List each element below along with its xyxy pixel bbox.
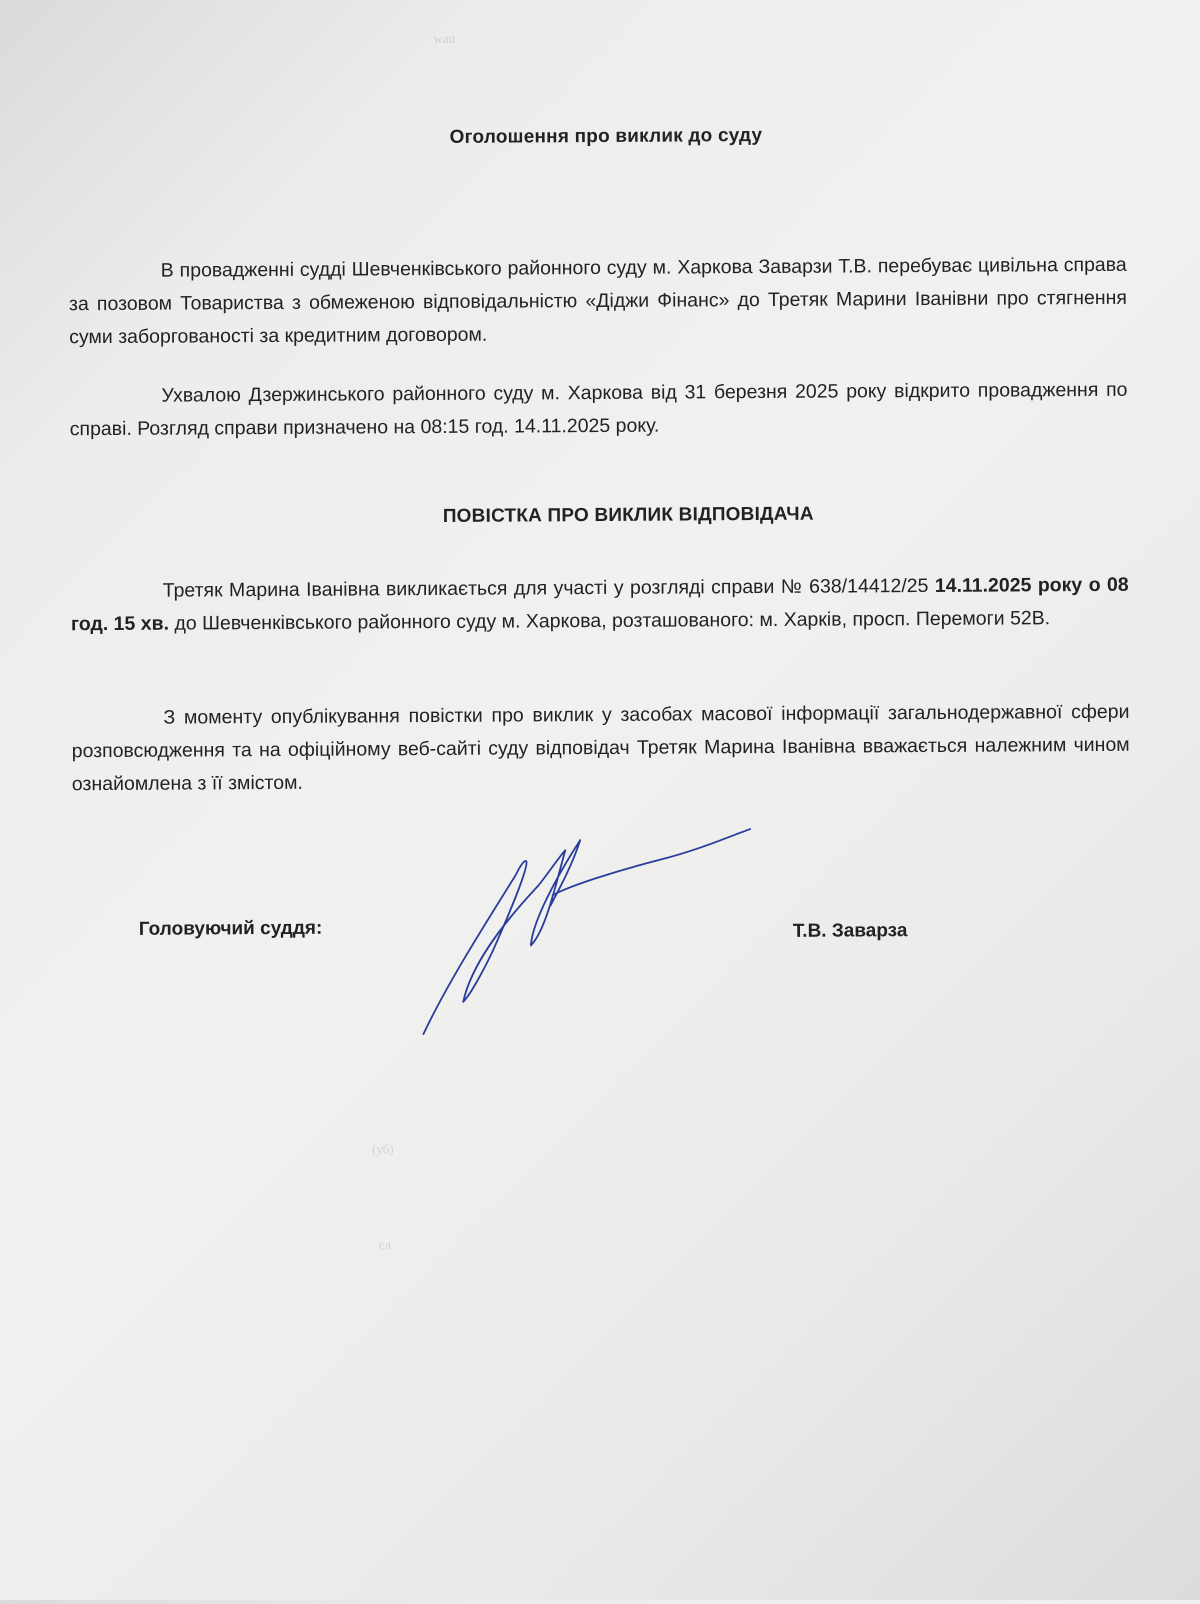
summons-hearing-datetime: 14.11.2025 року о 08 год. 15 хв.	[70, 573, 1129, 635]
signature-stroke	[422, 829, 751, 1034]
handwritten-signature	[420, 814, 771, 1046]
bleed-through-mark: сл	[378, 1237, 392, 1253]
announcement-paragraph-case: В провадженні судді Шевченківського районного суду м. Харкова Заварзи Т.В. перебуває цивільна справа за позовом Товариства з обмеженою відповідальністю «Діджи Фінанс» до Третяк Марини Іванівни про стягнення суми заборгованості за кредитним договором.	[68, 253, 1128, 348]
summons-call-lead: Третяк Марина Іванівна викликається для участі у розгляді справи № 638/14412/25	[162, 574, 929, 602]
summons-call-location: до Шевченківського районного суду м. Харкова, розташованого: м. Харків, просп. Перемоги 52В.	[174, 606, 1051, 635]
signature-label: Головуючий суддя:	[138, 917, 323, 940]
bleed-through-mark: (уб)	[372, 1141, 394, 1157]
announcement-title: Оголошення про виклик до суду	[449, 124, 763, 148]
summons-paragraph-call	[71, 568, 1129, 640]
announcement-paragraph-hearing: Ухвалою Дзержинського районного суду м. Харкова від 31 березня 2025 року відкрито провадження по справі. Розгляд справи призначено на 08:15 год. 14.11.2025 року.	[69, 378, 1128, 440]
summons-title: ПОВІСТКА ПРО ВИКЛИК ВІДПОВІДАЧА	[442, 503, 814, 527]
bleed-through-mark: wau	[433, 30, 456, 47]
summons-paragraph-notice: З моменту опублікування повістки про виклик у засобах масової інформації загальнодержавної сфери розповсюдження та на офіційному веб-сайті суду відповідач Третяк Марина Іванівна вважається належним чином ознайомлена з її змістом.	[71, 700, 1130, 795]
judge-name: Т.В. Заварза	[792, 920, 908, 942]
